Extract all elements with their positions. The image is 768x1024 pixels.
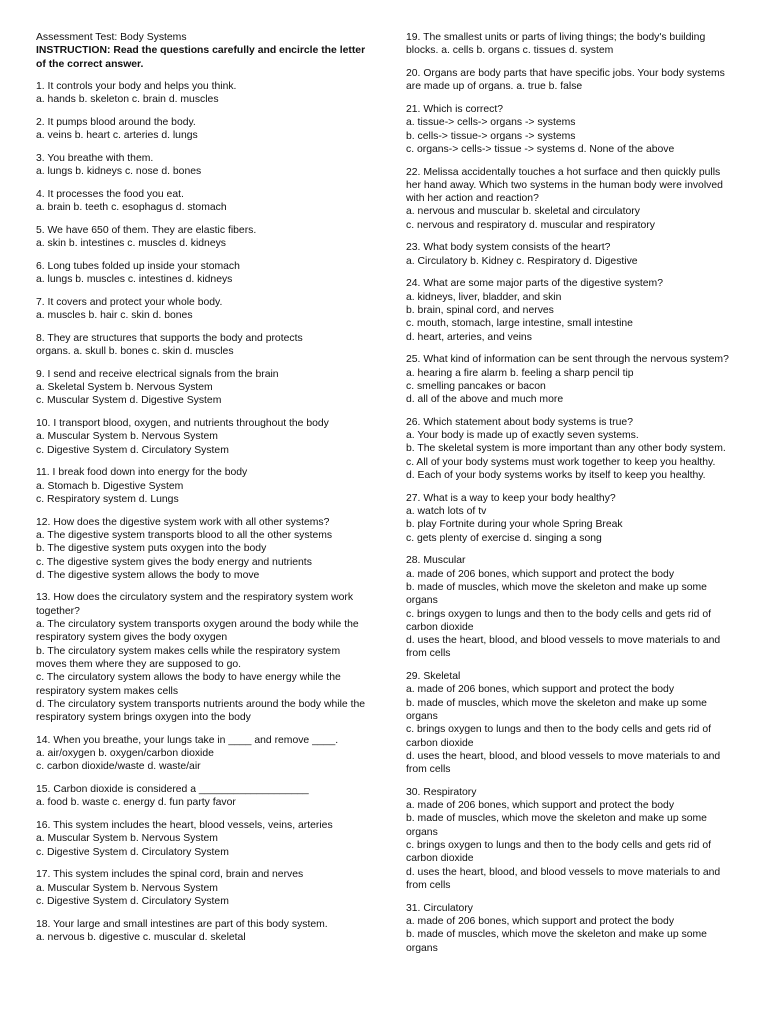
question-item — [36, 783, 370, 810]
answer-choices: c. brings oxygen to lungs and then to the body cells and gets rid of carbon dioxide — [406, 840, 711, 865]
answer-choices: c. mouth, stomach, large intestine, small intestine — [406, 318, 633, 330]
answer-choices: b. made of muscles, which move the skeleton and make up some organs — [406, 581, 707, 607]
answer-choices: c. nervous and respiratory d. muscular and respiratory — [406, 219, 655, 231]
answer-choices: c. All of your body systems must work together to keep you healthy. — [406, 456, 716, 468]
question-text: 28. Muscular — [406, 555, 466, 567]
question-text: 20. Organs are body parts that have specific jobs. Your body systems are made up of organs. a. true b. false — [406, 67, 725, 93]
question-item — [406, 492, 736, 545]
answer-choices: b. cells-> tissue-> organs -> systems — [406, 130, 576, 142]
answer-choices: a. veins b. heart c. arteries d. lungs — [36, 130, 198, 142]
answer-choices: c. Digestive System d. Circulatory System — [36, 444, 229, 456]
answer-choices: b. The circulatory system makes cells while the respiratory system moves them where they are supposed to go. — [36, 645, 341, 670]
question-text: 2. It pumps blood around the body. — [36, 116, 196, 128]
answer-choices: a. air/oxygen b. oxygen/carbon dioxide — [36, 748, 214, 760]
question-text: 21. Which is correct? — [406, 103, 504, 115]
left-question-list — [36, 80, 370, 944]
answer-choices: a. made of 206 bones, which support and protect the body — [406, 684, 675, 696]
answer-choices: c. Muscular System d. Digestive System — [36, 395, 222, 407]
question-item — [36, 819, 370, 859]
question-item — [36, 417, 370, 457]
question-text: 22. Melissa accidentally touches a hot surface and then quickly pulls her hand away. Which two systems in the human body were involved with her action and reaction? — [406, 166, 723, 205]
answer-choices: b. made of muscles, which move the skeleton and make up some organs — [406, 929, 707, 954]
answer-choices: c. carbon dioxide/waste d. waste/air — [36, 761, 201, 773]
question-text: 23. What body system consists of the heart? — [406, 242, 611, 254]
answer-choices: c. Digestive System d. Circulatory System — [36, 895, 229, 907]
answer-choices: d. The digestive system allows the body to move — [36, 569, 260, 581]
question-item — [406, 786, 736, 892]
question-item — [406, 166, 736, 232]
question-text: 19. The smallest units or parts of living things; the body's building blocks. a. cells b. organs c. tissues d. system — [406, 32, 706, 57]
instruction-text: INSTRUCTION: Read the questions carefully and encircle the letter of the correct answer. — [36, 45, 366, 70]
question-text: 15. Carbon dioxide is considered a ___________________ — [36, 784, 309, 796]
answer-choices: d. uses the heart, blood, and blood vessels to move materials to and from cells — [406, 750, 721, 776]
question-item — [406, 103, 736, 156]
question-item — [36, 116, 370, 143]
answer-choices: a. Stomach b. Digestive System — [36, 480, 184, 492]
answer-choices: c. brings oxygen to lungs and then to the body cells and gets rid of carbon dioxide — [406, 724, 711, 749]
answer-choices: c. Digestive System d. Circulatory System — [36, 846, 229, 858]
question-text: 17. This system includes the spinal cord, brain and nerves — [36, 869, 304, 881]
question-text: 14. When you breathe, your lungs take in ____ and remove ____. — [36, 734, 339, 746]
question-text: 16. This system includes the heart, blood vessels, veins, arteries — [36, 820, 333, 832]
right-column — [406, 31, 736, 964]
question-text: 8. They are structures that supports the body and protects — [36, 332, 303, 344]
question-item — [36, 868, 370, 908]
question-item — [36, 918, 370, 945]
answer-choices: c. organs-> cells-> tissue -> systems d. None of the above — [406, 143, 675, 155]
question-item — [36, 368, 370, 408]
question-text: 26. Which statement about body systems is true? — [406, 416, 633, 428]
question-text: 1. It controls your body and helps you think. — [36, 80, 237, 92]
question-item — [36, 260, 370, 287]
question-item — [36, 466, 370, 506]
question-text: 7. It covers and protect your whole body. — [36, 296, 223, 308]
question-item — [406, 353, 736, 406]
question-text: 9. I send and receive electrical signals from the brain — [36, 368, 279, 380]
answer-choices: organs. a. skull b. bones c. skin d. muscles — [36, 346, 234, 358]
question-item — [406, 670, 736, 776]
answer-choices: a. Muscular System b. Nervous System — [36, 882, 218, 894]
answer-choices: c. The digestive system gives the body energy and nutrients — [36, 556, 312, 568]
question-item — [36, 152, 370, 179]
answer-choices: c. gets plenty of exercise d. singing a song — [406, 532, 602, 544]
question-item — [406, 902, 736, 955]
answer-choices: b. made of muscles, which move the skeleton and make up some organs — [406, 697, 707, 722]
answer-choices: c. brings oxygen to lungs and then to the body cells and gets rid of carbon dioxide — [406, 608, 711, 633]
question-text: 3. You breathe with them. — [36, 152, 154, 164]
answer-choices: a. made of 206 bones, which support and protect the body — [406, 568, 675, 580]
answer-choices: a. Skeletal System b. Nervous System — [36, 382, 213, 394]
answer-choices: a. skin b. intestines c. muscles d. kidneys — [36, 238, 226, 250]
answer-choices: d. all of the above and much more — [406, 394, 564, 406]
question-text: 11. I break food down into energy for the body — [36, 467, 248, 479]
answer-choices: a. tissue-> cells-> organs -> systems — [406, 117, 576, 129]
question-item — [406, 416, 736, 482]
question-item — [406, 67, 736, 94]
answer-choices: b. The skeletal system is more important than any other body system. — [406, 443, 726, 455]
question-item — [36, 332, 370, 359]
worksheet-title: Assessment Test: Body Systems — [36, 32, 187, 43]
answer-choices: a. Muscular System b. Nervous System — [36, 431, 218, 443]
answer-choices: d. uses the heart, blood, and blood vessels to move materials to and from cells — [406, 866, 721, 891]
answer-choices: b. made of muscles, which move the skeleton and make up some organs — [406, 813, 707, 838]
question-text: 4. It processes the food you eat. — [36, 188, 184, 200]
left-column — [36, 31, 370, 954]
answer-choices: d. uses the heart, blood, and blood vessels to move materials to and from cells — [406, 635, 721, 660]
question-text: 5. We have 650 of them. They are elastic fibers. — [36, 224, 257, 236]
question-item — [406, 554, 736, 660]
question-item — [406, 241, 736, 268]
answer-choices: a. The digestive system transports blood to all the other systems — [36, 529, 333, 541]
answer-choices: c. Respiratory system d. Lungs — [36, 493, 179, 505]
question-item — [36, 734, 370, 774]
answer-choices: a. hands b. skeleton c. brain d. muscles — [36, 94, 219, 106]
question-item — [406, 31, 736, 58]
question-text: 31. Circulatory — [406, 902, 473, 914]
answer-choices: d. The circulatory system transports nutrients around the body while the respiratory system brings oxygen into the body — [36, 698, 366, 724]
right-question-list — [406, 31, 736, 955]
question-item — [36, 224, 370, 251]
answer-choices: a. lungs b. kidneys c. nose d. bones — [36, 166, 202, 178]
answer-choices: c. The circulatory system allows the body to have energy while the respiratory system makes cells — [36, 672, 341, 697]
answer-choices: a. Muscular System b. Nervous System — [36, 833, 218, 845]
question-item — [36, 591, 370, 724]
question-text: 30. Respiratory — [406, 786, 477, 798]
question-text: 29. Skeletal — [406, 671, 461, 683]
question-item — [406, 277, 736, 343]
answer-choices: a. muscles b. hair c. skin d. bones — [36, 310, 193, 322]
question-text: 24. What are some major parts of the digestive system? — [406, 278, 663, 290]
answer-choices: a. watch lots of tv — [406, 506, 487, 518]
question-item — [36, 516, 370, 582]
answer-choices: a. nervous b. digestive c. muscular d. skeletal — [36, 931, 246, 943]
question-item — [36, 188, 370, 215]
question-text: 18. Your large and small intestines are part of this body system. — [36, 918, 328, 930]
answer-choices: a. kidneys, liver, bladder, and skin — [406, 291, 562, 303]
question-text: 13. How does the circulatory system and the respiratory system work together? — [36, 592, 354, 617]
question-item — [36, 80, 370, 107]
answer-choices: a. food b. waste c. energy d. fun party favor — [36, 797, 236, 809]
answer-choices: b. brain, spinal cord, and nerves — [406, 305, 554, 316]
answer-choices: b. The digestive system puts oxygen into the body — [36, 543, 267, 555]
answer-choices: a. made of 206 bones, which support and protect the body — [406, 800, 675, 812]
answer-choices: d. heart, arteries, and veins — [406, 331, 532, 343]
answer-choices: a. made of 206 bones, which support and protect the body — [406, 915, 675, 927]
question-text: 10. I transport blood, oxygen, and nutrients throughout the body — [36, 418, 329, 430]
question-text: 25. What kind of information can be sent through the nervous system? a. hearing a fire alarm b. feeling a sharp pencil tip — [406, 354, 729, 379]
answer-choices: a. Your body is made up of exactly seven systems. — [406, 430, 639, 442]
question-text: 6. Long tubes folded up inside your stomach — [36, 260, 240, 272]
question-item — [36, 296, 370, 323]
answer-choices: a. brain b. teeth c. esophagus d. stomach — [36, 202, 227, 214]
answer-choices: c. smelling pancakes or bacon — [406, 380, 546, 392]
answer-choices: a. Circulatory b. Kidney c. Respiratory d. Digestive — [406, 255, 638, 267]
answer-choices: a. The circulatory system transports oxygen around the body while the respiratory system gives the body oxygen — [36, 619, 359, 644]
question-text: 27. What is a way to keep your body healthy? — [406, 492, 616, 504]
answer-choices: b. play Fortnite during your whole Spring Break — [406, 519, 623, 531]
answer-choices: a. lungs b. muscles c. intestines d. kidneys — [36, 274, 233, 286]
answer-choices: d. Each of your body systems works by itself to keep you healthy. — [406, 470, 706, 482]
answer-choices: a. nervous and muscular b. skeletal and circulatory — [406, 206, 640, 218]
question-text: 12. How does the digestive system work with all other systems? — [36, 516, 330, 528]
